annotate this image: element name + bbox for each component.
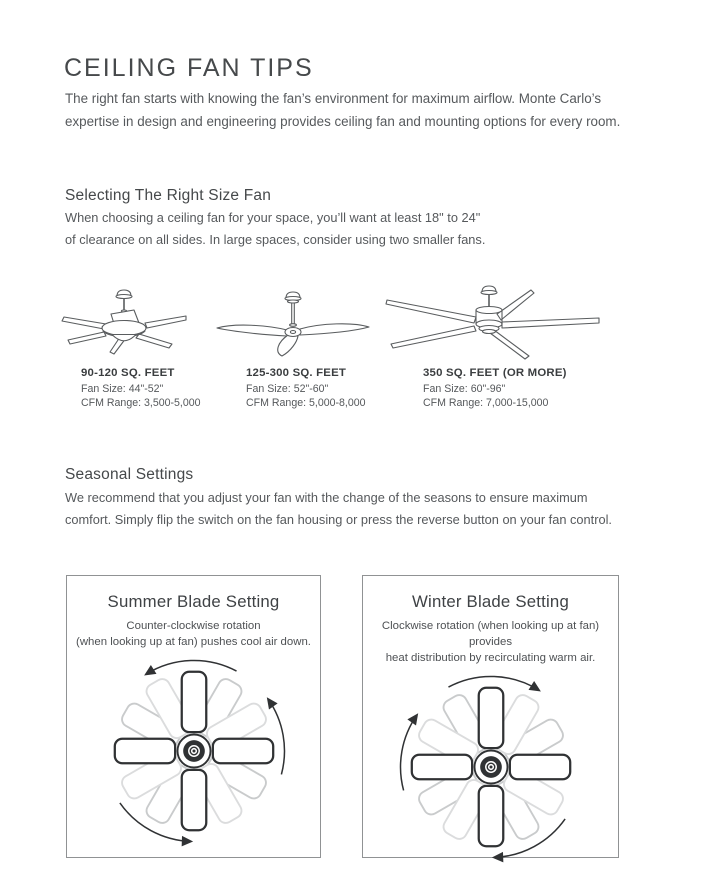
spec-fan-size: Fan Size: 44"-52" xyxy=(81,383,164,395)
seasonal-section-body xyxy=(65,487,612,531)
counter-clockwise-fan-top-view xyxy=(95,652,293,850)
sizing-body-line: of clearance on all sides. In large spaces, consider using two smaller fans. xyxy=(65,232,486,247)
winter-box-title: Winter Blade Setting xyxy=(412,592,569,611)
summer-desc-line: (when looking up at fan) pushes cool air down. xyxy=(76,636,311,648)
seasonal-body-line: We recommend that you adjust your fan with the change of the seasons to ensure maximum xyxy=(65,490,588,505)
intro-paragraph xyxy=(65,87,620,133)
page-title: CEILING FAN TIPS xyxy=(64,54,314,82)
spec-fan-size: Fan Size: 52"-60" xyxy=(246,383,329,395)
small-fan-illustration xyxy=(60,288,188,362)
summer-box-description xyxy=(67,618,320,650)
summer-fan-diagram xyxy=(95,652,293,850)
spec-fan-size: Fan Size: 60"-96" xyxy=(423,383,506,395)
spec-area-label: 90-120 SQ. FEET xyxy=(81,367,175,379)
intro-line: expertise in design and engineering provides ceiling fan and mounting options for every room. xyxy=(65,114,621,129)
seasonal-body-line: comfort. Simply flip the switch on the fan housing or press the reverse button on your fan control. xyxy=(65,512,612,527)
winter-desc-line: Clockwise rotation (when looking up at fan) provides xyxy=(381,620,600,648)
summer-box-title: Summer Blade Setting xyxy=(107,592,280,611)
sizing-section-heading: Selecting The Right Size Fan xyxy=(65,187,272,204)
sizing-body-line: When choosing a ceiling fan for your space, you’ll want at least 18" to 24" xyxy=(65,210,481,225)
winter-desc-line: heat distribution by recirculating warm air. xyxy=(385,652,596,664)
summer-desc-line: Counter-clockwise rotation xyxy=(126,620,261,632)
spec-cfm-range: CFM Range: 7,000-15,000 xyxy=(423,397,549,409)
seasonal-section-heading: Seasonal Settings xyxy=(65,466,194,483)
large-fan-illustration xyxy=(383,284,603,364)
winter-fan-diagram xyxy=(392,668,590,866)
spec-area-label: 125-300 SQ. FEET xyxy=(246,367,347,379)
winter-blade-setting-box xyxy=(362,575,619,858)
fan-spec-column xyxy=(423,367,613,410)
fan-spec-column xyxy=(81,367,271,410)
summer-blade-setting-box xyxy=(66,575,321,858)
spec-area-label: 350 SQ. FEET (OR MORE) xyxy=(423,367,567,379)
spec-cfm-range: CFM Range: 5,000-8,000 xyxy=(246,397,366,409)
fan-spec-column xyxy=(246,367,436,410)
intro-line: The right fan starts with knowing the fan’s environment for maximum airflow. Monte Carlo’s xyxy=(65,91,602,106)
spec-cfm-range: CFM Range: 3,500-5,000 xyxy=(81,397,201,409)
sizing-section-body xyxy=(65,207,485,251)
clockwise-fan-top-view xyxy=(392,668,590,866)
three-blade-fan-illustration xyxy=(213,290,373,362)
winter-box-description xyxy=(363,618,618,666)
